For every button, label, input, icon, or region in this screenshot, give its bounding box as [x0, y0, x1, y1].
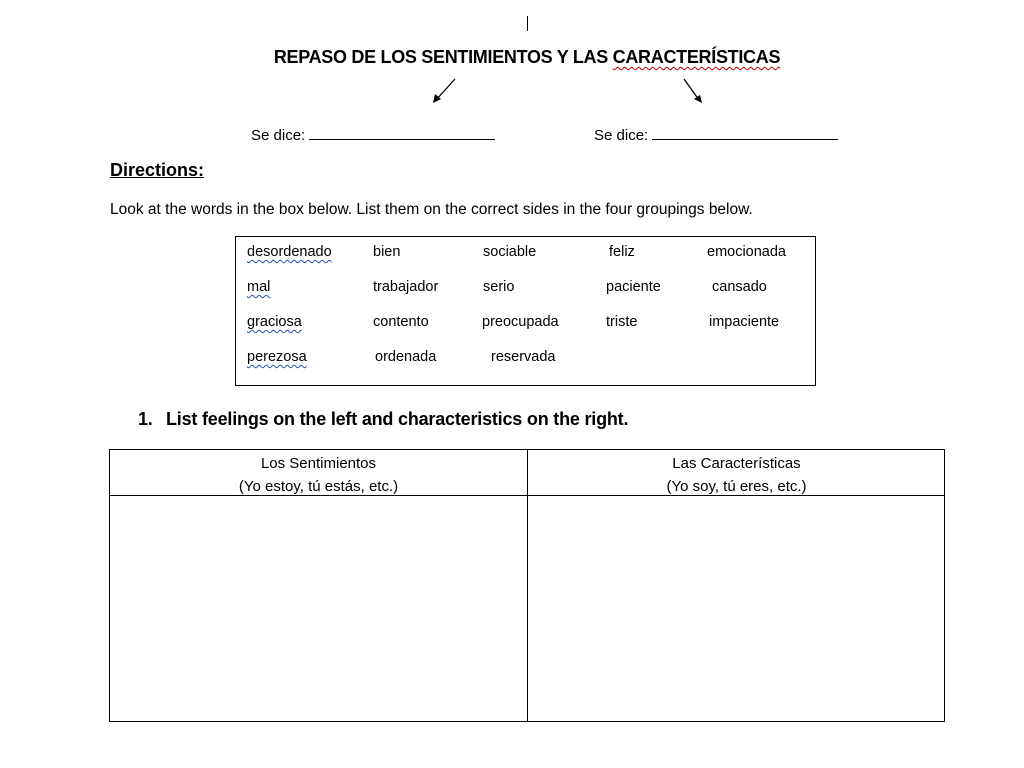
word-bank-item: serio [483, 279, 515, 295]
sorting-table [109, 449, 945, 722]
arrows [0, 0, 1024, 120]
word-bank-item: perezosa [247, 349, 307, 365]
characteristics-answer-cell[interactable] [528, 496, 945, 721]
word-bank-item: impaciente [709, 314, 780, 330]
word-bank-item: sociable [483, 244, 537, 260]
left-arrow-icon [433, 79, 455, 103]
word-bank-item: emocionada [707, 244, 786, 260]
se-dice-right-blank[interactable] [652, 125, 838, 140]
word-bank-item: preocupada [482, 314, 559, 330]
word-bank-item: paciente [606, 279, 661, 295]
se-dice-left-blank[interactable] [309, 125, 495, 140]
word-bank-item: ordenada [375, 349, 437, 365]
question-1 [138, 409, 628, 430]
word-bank-item: feliz [609, 244, 635, 260]
directions-heading: Directions: [110, 160, 205, 180]
word-bank-box [235, 236, 816, 386]
word-bank-item: mal [247, 279, 271, 295]
feelings-answer-cell[interactable] [110, 496, 527, 721]
word-bank-item: triste [606, 314, 638, 330]
word-bank-item: reservada [491, 349, 556, 365]
word-bank-item: graciosa [247, 314, 302, 330]
word-bank-item: desordenado [247, 244, 332, 260]
left-column-header [110, 452, 527, 498]
word-bank-item: cansado [712, 279, 767, 295]
se-dice-right-label: Se dice: [594, 127, 649, 144]
word-bank-item: contento [373, 314, 429, 330]
question-text: List feelings on the left and characteristics on the right. [166, 409, 629, 429]
title-text: REPASO DE LOS SENTIMIENTOS Y LAS [273, 47, 613, 67]
question-number: 1. [138, 409, 153, 429]
word-bank-item: bien [373, 244, 401, 260]
se-dice-right [594, 125, 838, 144]
word-bank-item: trabajador [373, 279, 439, 295]
right-arrow-icon [684, 79, 702, 103]
instructions-text: Look at the words in the box below. List them on the correct sides in the four groupings below. [110, 201, 753, 218]
right-column-header [528, 452, 945, 498]
title-misspelled-word: CARACTERÍSTICAS [612, 47, 781, 67]
left-header-subtitle: (Yo estoy, tú estás, etc.) [238, 478, 399, 495]
left-header-title: Los Sentimientos [260, 455, 377, 472]
se-dice-left [251, 125, 495, 144]
se-dice-left-label: Se dice: [251, 127, 306, 144]
right-header-title: Las Características [672, 455, 801, 472]
right-header-subtitle: (Yo soy, tú eres, etc.) [666, 478, 807, 495]
